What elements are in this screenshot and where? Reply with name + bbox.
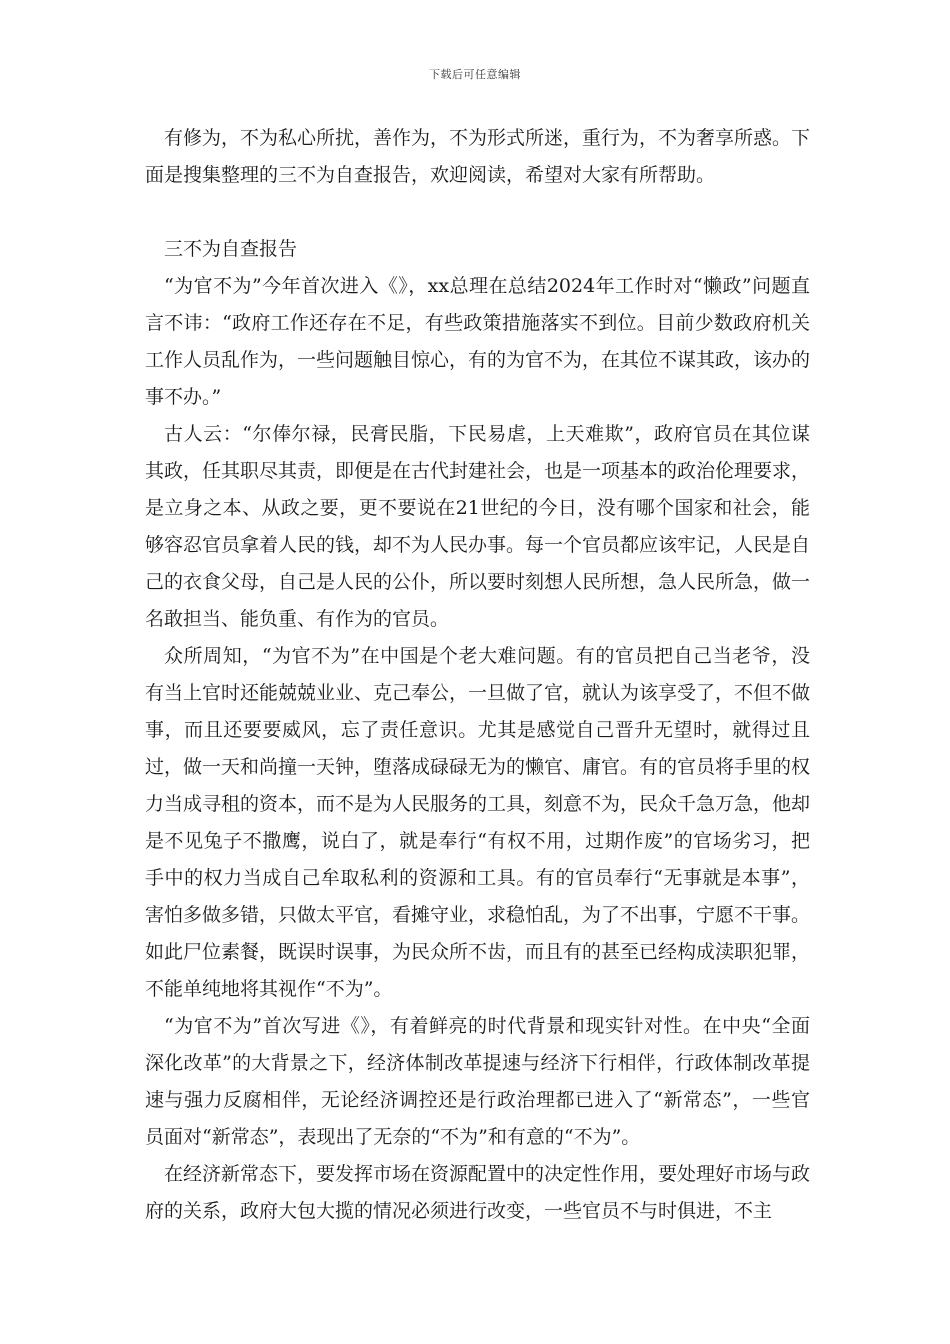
page-header: 下载后可任意编辑 <box>429 68 521 81</box>
document-body <box>145 120 810 1230</box>
report-title: 三不为自查报告 <box>164 238 298 260</box>
intro-paragraph: 有修为，不为私心所扰，善作为，不为形式所迷，重行为，不为奢享所惑。下面是搜集整理的三不为自查报告，欢迎阅读，希望对大家有所帮助。 <box>145 127 811 186</box>
body-paragraph-4: “为官不为”首次写进《》，有着鲜亮的时代背景和现实针对性。在中央“全面深化改革”的大背景之下，经济体制改革提速与经济下行相伴，行政体制改革提速与强力反腐相伴，无论经济调控还是行政治理都已进入了“新常态”，一些官员面对“新常态”，表现出了无奈的“不为”和有意的“不为”。 <box>145 1015 810 1148</box>
body-paragraph-1: “为官不为”今年首次进入《》，xx总理在总结2024年工作时对“懒政”问题直言不讳：“政府工作还存在不足，有些政策措施落实不到位。目前少数政府机关工作人员乱作为，一些问题触目惊心，有的为官不为，在其位不谋其政，该办的事不办。” <box>145 275 811 408</box>
body-paragraph-5: 在经济新常态下，要发挥市场在资源配置中的决定性作用，要处理好市场与政府的关系，政府大包大揽的情况必须进行改变，一些官员不与时俱进，不主 <box>145 1163 811 1222</box>
body-paragraph-3: 众所周知，“为官不为”在中国是个老大难问题。有的官员把自己当老爷，没有当上官时还能兢兢业业、克己奉公，一旦做了官，就认为该享受了，不但不做事，而且还要要威风，忘了责任意识。尤其是感觉自己晋升无望时，就得过且过，做一天和尚撞一天钟，堕落成碌碌无为的懒官、庸官。有的官员将手里的权力当成寻租的资本，而不是为人民服务的工具，刻意不为，民众千急万急，他却是不见兔子不撒鹰，说白了，就是奉行“有权不用，过期作废”的官场劣习，把手中的权力当成自己牟取私利的资源和工具。有的官员奉行“无事就是本事”，害怕多做多错，只做太平官，看摊守业，求稳怕乱，为了不出事，宁愿不干事。如此尸位素餐，既误时误事，为民众所不齿，而且有的甚至已经构成渎职犯罪，不能单纯地将其视作“不为”。 <box>145 645 811 1000</box>
body-paragraph-2: 古人云：“尔俸尔禄，民膏民脂，下民易虐，上天难欺”，政府官员在其位谋其政，任其职尽其责，即便是在古代封建社会，也是一项基本的政治伦理要求，是立身之本、从政之要，更不要说在21世纪的今日，没有哪个国家和社会，能够容忍官员拿着人民的钱，却不为人民办事。每一个官员都应该牢记，人民是自己的衣食父母，自己是人民的公仆，所以要时刻想人民所想，急人民所急，做一名敢担当、能负重、有作为的官员。 <box>145 423 811 630</box>
